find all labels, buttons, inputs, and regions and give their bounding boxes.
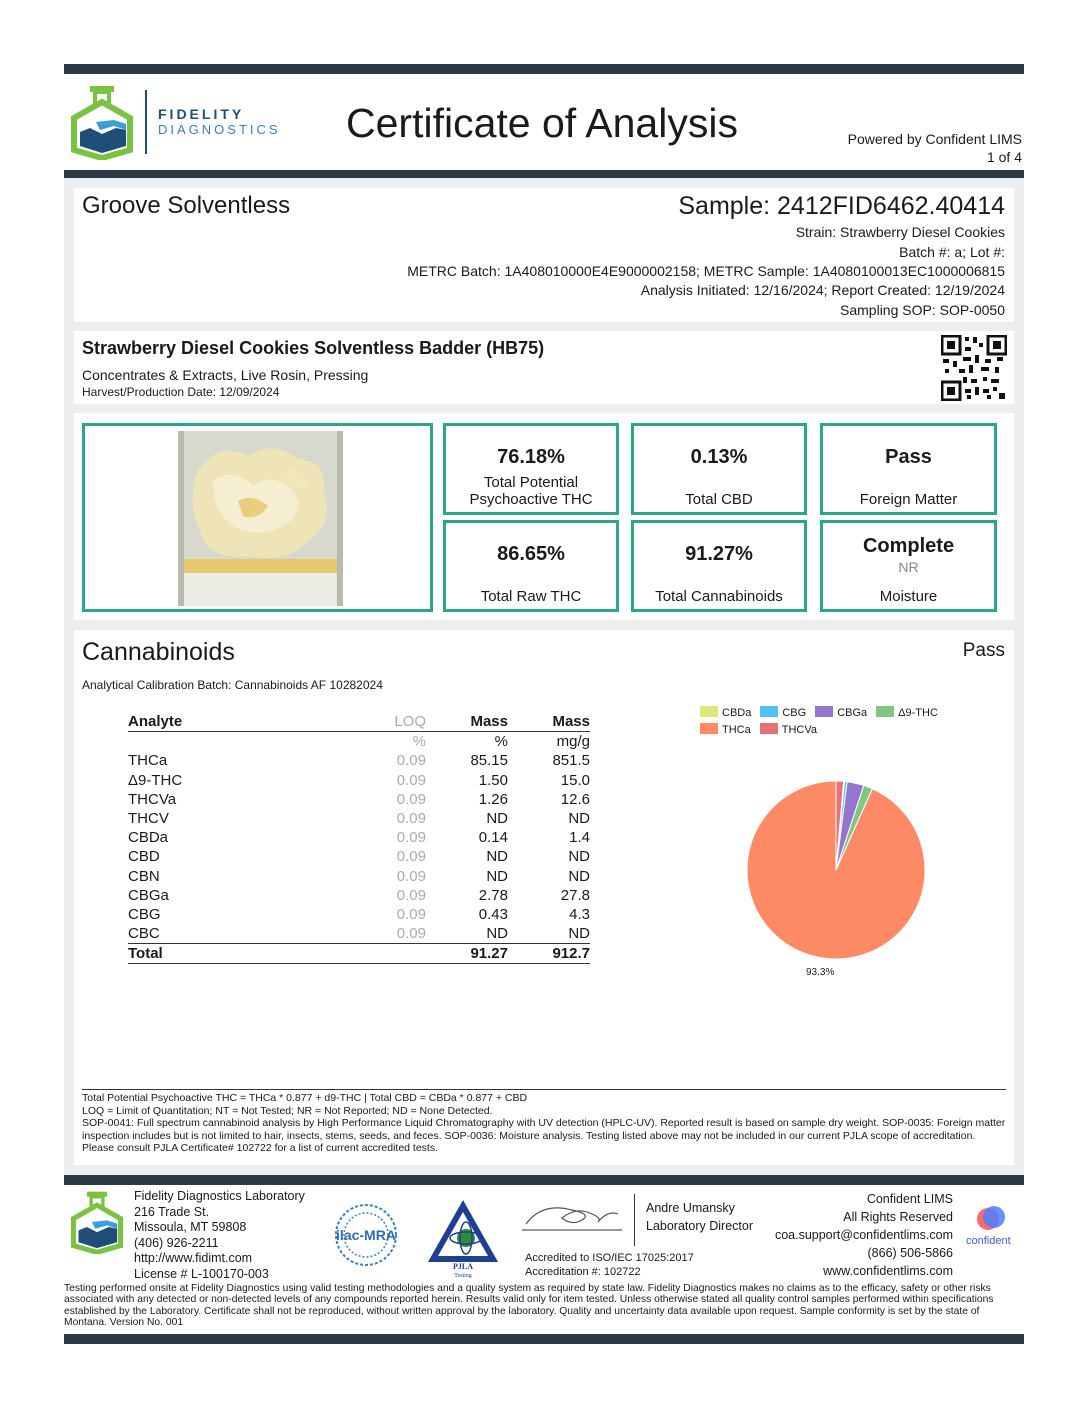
cannabinoid-pie-chart: [740, 774, 932, 966]
foreign-matter-value: Pass: [885, 446, 932, 468]
sampling-sop: Sampling SOP: SOP-0050: [840, 302, 1005, 318]
total-potential-thc-label-2: Psychoactive THC: [469, 491, 593, 508]
page-title: Certificate of Analysis: [346, 100, 738, 146]
note-methods: SOP-0041: Full spectrum cannabinoid analysis by High Performance Liquid Chromatography with UV detection (HPLC-UV). Reported result is based on sample dry weight. SOP-0035: Foreign matter inspection includes but is not limited to hair, insects, stems, seeds, and feces. SOP-0036: Moisture analysis. Testing listed above may not be included in our current PJLA scope of accreditation. Please consult PJLA Certificate# 102722 for a list of current accredited tests.: [82, 1117, 1006, 1154]
harvest-date: Harvest/Production Date: 12/09/2024: [82, 385, 280, 399]
sample-photo-frame: [82, 423, 433, 612]
units-blank: [128, 732, 328, 752]
director-name: Andre Umansky: [646, 1201, 735, 1215]
sample-photo: [178, 431, 343, 606]
director-title: Laboratory Director: [646, 1219, 753, 1233]
pjla-logo: [426, 1198, 500, 1278]
legend-item: [815, 706, 867, 719]
table-row: [128, 924, 590, 944]
col-analyte: Analyte: [128, 713, 183, 731]
pie-annotation: 93.3%: [806, 967, 835, 978]
table-row: [128, 847, 590, 866]
analyte-cell: CBD: [128, 848, 160, 866]
loq-cell: 0.09: [396, 829, 426, 847]
loq-cell: 0.09: [396, 790, 426, 808]
mass-mg-cell: ND: [568, 810, 590, 828]
powered-by: Powered by Confident LIMS: [847, 131, 1022, 147]
chart-legend: [700, 706, 970, 740]
legend-label: THCa: [722, 724, 751, 736]
mass-mg-cell: ND: [568, 925, 590, 943]
col-mass-mg: Mass: [552, 713, 590, 731]
unit-mass-mg: mg/g: [556, 733, 590, 751]
lims-email[interactable]: coa.support@confidentlims.com: [774, 1228, 953, 1242]
analyte-cell: Δ9-THC: [128, 771, 183, 789]
logo-divider: [145, 90, 147, 154]
lab-address1: 216 Trade St.: [134, 1204, 210, 1219]
notes-divider: [82, 1089, 1006, 1090]
legend-item: [876, 706, 938, 719]
table-units-row: [128, 732, 590, 752]
logo-text-diagnostics: DIAGNOSTICS: [158, 122, 281, 137]
disclaimer: Testing performed onsite at Fidelity Diagnostics using valid testing methodologies and a quality system as required by state law. Fidelity Diagnostics makes no claims as to the efficacy, safety or other risks associated with any detected or non-detected levels of any compounds reported herein. Results valid only for item tested. Unless otherwise stated all quality control samples performed within specifications established by the Laboratory. Certificate shall not be reproduced, without written approval by the laboratory. Quality and uncertainty data available upon request. Sample conformity is set by the state of Montana. Version No. 001: [64, 1283, 994, 1329]
legend-swatch: [876, 706, 894, 717]
legend-label: CBG: [782, 707, 807, 719]
footer-flask-logo-icon: [70, 1190, 124, 1254]
cannabinoids-title: Cannabinoids: [82, 638, 235, 666]
lab-license: License # L-100170-003: [134, 1266, 269, 1281]
loq-cell: 0.09: [396, 848, 426, 866]
lab-name: Fidelity Diagnostics Laboratory: [134, 1189, 305, 1203]
total-mg: 912.7: [552, 945, 590, 963]
strain: Strain: Strawberry Diesel Cookies: [795, 224, 1005, 240]
notes: [82, 1092, 1006, 1155]
analyte-cell: CBN: [128, 867, 160, 885]
unit-loq: %: [412, 733, 426, 751]
unit-mass-pct: %: [494, 733, 508, 751]
cannabinoids-status: Pass: [962, 640, 1005, 661]
card-total-potential-thc: [443, 423, 619, 515]
table-total-row: [128, 944, 590, 964]
legend-swatch: [815, 706, 833, 717]
mass-pct-cell: ND: [486, 810, 508, 828]
total-cannabinoids-value: 91.27%: [685, 543, 753, 565]
mass-pct-cell: ND: [486, 867, 508, 885]
mass-pct-cell: 2.78: [478, 886, 508, 904]
mass-pct-cell: 85.15: [470, 752, 508, 770]
flask-logo-icon: [70, 84, 134, 160]
total-raw-thc-value: 86.65%: [497, 543, 565, 565]
lims-name: Confident LIMS: [866, 1192, 953, 1206]
total-potential-thc-label: [446, 474, 616, 508]
loq-cell: 0.09: [396, 905, 426, 923]
cannabinoids-table: [128, 712, 590, 964]
table-header-row: [128, 712, 590, 732]
legend-swatch: [760, 723, 778, 734]
mass-mg-cell: 12.6: [560, 790, 590, 808]
analyte-cell: CBGa: [128, 886, 169, 904]
legend-swatch: [760, 706, 778, 717]
mass-mg-cell: 4.3: [569, 905, 590, 923]
analyte-cell: THCVa: [128, 790, 177, 808]
pjla-sub-text: Testing: [454, 1273, 472, 1278]
card-total-raw-thc: [443, 520, 619, 612]
table-row: [128, 905, 590, 924]
card-foreign-matter: [820, 423, 997, 515]
card-total-cannabinoids: [631, 520, 807, 612]
note-formula: Total Potential Psychoactive THC = THCa * 0.877 + d9-THC | Total CBD = CBDa * 0.877 + CBD: [82, 1092, 528, 1104]
metrc-info: METRC Batch: 1A408010000E4E9000002158; METRC Sample: 1A4080100013EC1000006815: [407, 263, 1005, 279]
mass-pct-cell: ND: [486, 848, 508, 866]
legend-item: [700, 706, 751, 719]
table-row: [128, 771, 590, 790]
legend-label: CBGa: [837, 707, 868, 719]
lab-address2: Missoula, MT 59808: [134, 1220, 247, 1234]
legend-item: [760, 706, 806, 719]
table-row: [128, 886, 590, 905]
top-bar: [64, 64, 1024, 74]
mass-pct-cell: 0.14: [478, 829, 508, 847]
mass-mg-cell: ND: [568, 848, 590, 866]
legend-label: CBDa: [722, 707, 752, 719]
product-name: Strawberry Diesel Cookies Solventless Badder (HB75): [82, 338, 545, 358]
accredited-iso: Accredited to ISO/IEC 17025:2017: [525, 1252, 694, 1264]
accreditation-number: Accreditation #: 102722: [525, 1266, 641, 1278]
loq-cell: 0.09: [396, 925, 426, 943]
analyte-cell: CBDa: [128, 829, 169, 847]
mass-pct-cell: 1.50: [478, 771, 508, 789]
legend-label: THCVa: [781, 724, 817, 736]
loq-cell: 0.09: [396, 752, 426, 770]
loq-cell: 0.09: [396, 867, 426, 885]
mass-mg-cell: 851.5: [552, 752, 590, 770]
analysis-dates: Analysis Initiated: 12/16/2024; Report Created: 12/19/2024: [640, 282, 1005, 298]
lab-phone: (406) 926-2211: [134, 1235, 219, 1250]
moisture-value: Complete: [862, 535, 955, 557]
mass-mg-cell: 27.8: [560, 886, 590, 904]
lab-info: [134, 1189, 305, 1282]
signature-divider: [634, 1194, 635, 1246]
mass-mg-cell: 1.4: [569, 829, 590, 847]
moisture-sub: NR: [898, 559, 919, 575]
total-potential-thc-value: 76.18%: [497, 446, 565, 468]
legend-swatch: [700, 723, 718, 734]
qr-code-icon: [941, 335, 1007, 401]
lab-website[interactable]: http://www.fidimt.com: [134, 1251, 253, 1265]
batch-lot: Batch #: a; Lot #:: [899, 244, 1005, 260]
total-potential-thc-label-1: Total Potential: [483, 474, 579, 491]
total-loq: [328, 944, 426, 964]
lims-phone: (866) 506-5866: [867, 1246, 953, 1260]
legend-item: [760, 723, 817, 736]
mass-mg-cell: ND: [568, 867, 590, 885]
page-number: 1 of 4: [986, 149, 1022, 165]
card-moisture: [820, 520, 997, 612]
note-definitions: LOQ = Limit of Quantitation; NT = Not Tested; NR = Not Reported; ND = None Detected.: [82, 1104, 493, 1117]
header-bottom-bar: [64, 170, 1024, 178]
analyte-cell: CBC: [128, 925, 160, 943]
mass-pct-cell: 1.26: [478, 790, 508, 808]
client-name: Groove Solventless: [82, 192, 291, 219]
table-row: [128, 790, 590, 809]
col-mass-pct: Mass: [470, 713, 508, 731]
total-cannabinoids-label: Total Cannabinoids: [655, 588, 783, 605]
ilac-mra-logo: [328, 1202, 404, 1268]
analyte-cell: CBG: [128, 905, 161, 923]
lims-info: [775, 1190, 953, 1280]
calibration-batch: Analytical Calibration Batch: Cannabinoids AF 10282024: [82, 678, 383, 692]
footer-top-bar: [64, 1175, 1024, 1185]
legend-swatch: [700, 706, 718, 717]
card-total-cbd: [631, 423, 807, 515]
lims-rights: All Rights Reserved: [843, 1210, 953, 1224]
foreign-matter-label: Foreign Matter: [859, 491, 958, 508]
pjla-text: PJLA: [453, 1262, 473, 1271]
table-row: [128, 809, 590, 828]
col-loq: LOQ: [394, 713, 426, 731]
mass-pct-cell: ND: [486, 925, 508, 943]
total-label: Total: [128, 945, 163, 963]
analyte-cell: THCa: [128, 752, 168, 770]
table-row: [128, 751, 590, 770]
legend-label: Δ9-THC: [898, 707, 938, 719]
legend-item: [700, 723, 751, 736]
loq-cell: 0.09: [396, 886, 426, 904]
director-signature: [522, 1196, 622, 1234]
moisture-label: Moisture: [879, 588, 938, 605]
total-cbd-value: 0.13%: [690, 446, 748, 468]
ilac-text: ilac-MRA: [336, 1227, 396, 1243]
bottom-bar: [64, 1334, 1024, 1344]
logo-text-fidelity: FIDELITY: [158, 106, 245, 122]
table-row: [128, 828, 590, 847]
confident-logo-icon: [974, 1203, 1008, 1233]
table-row: [128, 867, 590, 886]
loq-cell: 0.09: [396, 810, 426, 828]
confident-logo-text: confident: [966, 1235, 1011, 1247]
mass-mg-cell: 15.0: [560, 771, 590, 789]
product-category: Concentrates & Extracts, Live Rosin, Pressing: [82, 367, 369, 383]
sample-id: Sample: 2412FID6462.40414: [678, 192, 1005, 220]
analyte-cell: THCV: [128, 810, 169, 828]
lims-website[interactable]: www.confidentlims.com: [823, 1264, 953, 1278]
mass-pct-cell: 0.43: [478, 905, 508, 923]
total-raw-thc-label: Total Raw THC: [480, 588, 582, 605]
loq-cell: 0.09: [396, 771, 426, 789]
total-pct: 91.27: [470, 945, 508, 963]
total-cbd-label: Total CBD: [685, 491, 753, 508]
